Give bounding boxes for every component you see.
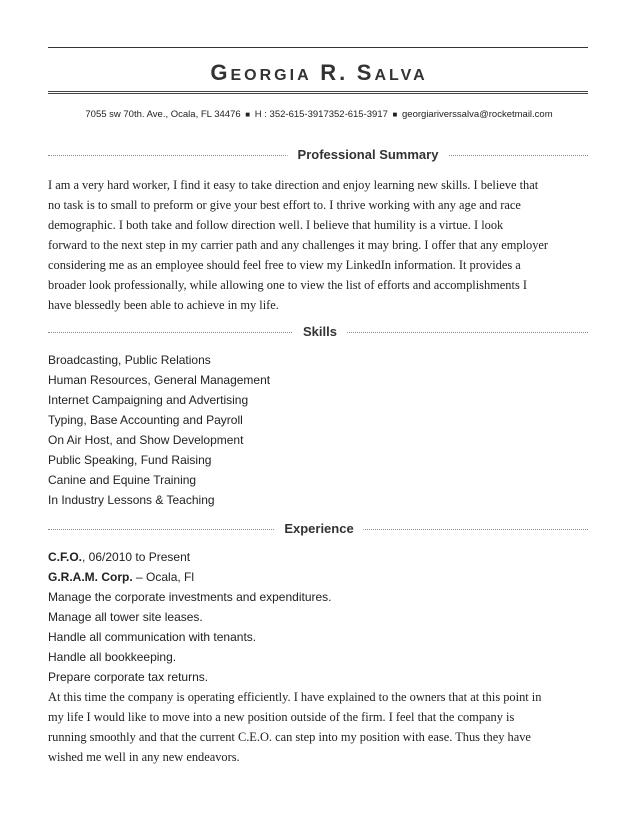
skill-item: Public Speaking, Fund Raising [48, 453, 212, 467]
summary-line: no task is to small to preform or give your best effort to. I thrive working with any age and race [48, 198, 521, 212]
name-last: SALVA [356, 60, 428, 85]
duty-item: Handle all communication with tenants. [48, 630, 257, 644]
skills-list [48, 350, 270, 510]
job-title: C.F.O. [48, 550, 83, 564]
summary-paragraph [48, 175, 590, 315]
summary-line: I am a very hard worker, I find it easy to take direction and enjoy learning new skills. I believe that [48, 178, 539, 192]
skills-heading: Skills [293, 324, 347, 339]
skill-item: Broadcasting, Public Relations [48, 353, 211, 367]
narrative-line: wished me well in any new endeavors. [48, 750, 240, 764]
square-bullet-icon: ■ [245, 110, 251, 119]
candidate-name [0, 60, 638, 86]
address-text: 7055 sw 70th. Ave., Ocala, FL 34476 [85, 109, 241, 120]
summary-line: broader look professionally, while allowing one to view the list of efforts and accomplishments I [48, 278, 527, 292]
square-bullet-icon: ■ [392, 110, 398, 119]
skill-item: Typing, Base Accounting and Payroll [48, 413, 243, 427]
header-double-rule [48, 91, 588, 94]
job-title-line [48, 547, 332, 567]
job-dates: , 06/2010 to Present [82, 550, 191, 564]
email-link[interactable]: georgiariverssalva@rocketmail.com [402, 109, 553, 120]
narrative-line: At this time the company is operating efficiently. I have explained to the owners that at this point in [48, 690, 542, 704]
phone-text: H : 352-615-3917352-615-3917 [254, 109, 388, 120]
summary-line: considering me as an employee should feel free to view my LinkedIn information. It provides a [48, 258, 521, 272]
skill-item: On Air Host, and Show Development [48, 433, 244, 447]
skill-item: Canine and Equine Training [48, 473, 197, 487]
name-first: GEORGIA [210, 60, 312, 85]
summary-heading: Professional Summary [288, 147, 449, 162]
skill-item: Human Resources, General Management [48, 373, 271, 387]
summary-section-header [48, 147, 588, 165]
experience-section-header [48, 521, 588, 539]
experience-entry [48, 547, 332, 687]
experience-heading: Experience [274, 521, 363, 536]
narrative-line: running smoothly and that the current C.E.O. can step into my position with ease. Thus they have [48, 730, 531, 744]
summary-line: have blessedly been able to achieve in my life. [48, 298, 279, 312]
duty-item: Manage the corporate investments and expenditures. [48, 590, 332, 604]
company-line [48, 567, 332, 587]
duty-item: Manage all tower site leases. [48, 610, 203, 624]
company-location: – Ocala, Fl [132, 570, 195, 584]
narrative-line: my life I would like to move into a new position outside of the firm. I feel that the company is [48, 710, 515, 724]
summary-line: forward to the next step in my carrier path and any challenges it may bring. I offer that any employer [48, 238, 549, 252]
skills-section-header [48, 324, 588, 342]
summary-line: demographic. I both take and follow direction well. I believe that humility is a virtue. I look [48, 218, 504, 232]
experience-narrative [48, 687, 590, 767]
company-name: G.R.A.M. Corp. [48, 570, 133, 584]
skill-item: Internet Campaigning and Advertising [48, 393, 249, 407]
contact-line [0, 109, 638, 120]
name-middle: R. [320, 60, 349, 85]
duty-item: Handle all bookkeeping. [48, 650, 177, 664]
top-rule [48, 47, 588, 48]
skill-item: In Industry Lessons & Teaching [48, 493, 215, 507]
duty-item: Prepare corporate tax returns. [48, 670, 209, 684]
